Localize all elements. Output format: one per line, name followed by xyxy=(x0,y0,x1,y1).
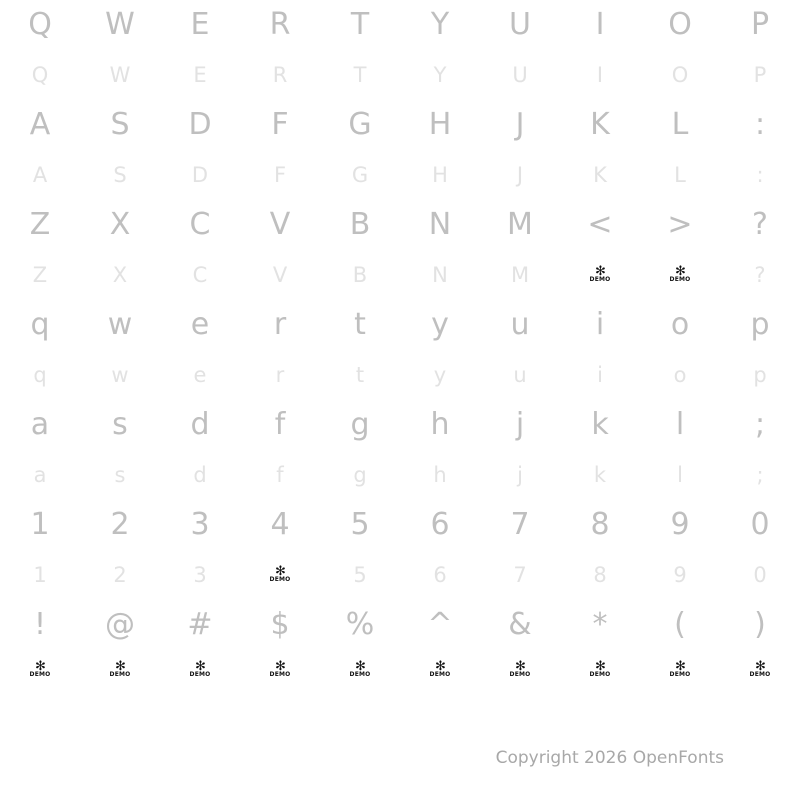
glyph-cell-demo xyxy=(160,640,240,700)
glyph: Y xyxy=(433,62,447,87)
demo-stamp-icon xyxy=(109,659,131,678)
glyph: 3 xyxy=(193,562,207,587)
demo-stamp-icon xyxy=(749,659,771,678)
glyph-cell xyxy=(320,400,400,450)
glyph-cell xyxy=(560,100,640,150)
glyph: N xyxy=(428,207,452,242)
glyph-cell xyxy=(0,550,80,600)
glyph-cell xyxy=(720,300,800,350)
glyph-cell xyxy=(560,50,640,100)
glyph-cell xyxy=(560,0,640,50)
glyph: e xyxy=(193,362,207,387)
demo-label: DEMO xyxy=(429,671,451,678)
demo-stamp-icon xyxy=(269,659,291,678)
glyph: : xyxy=(754,107,766,142)
glyph-cell xyxy=(400,500,480,550)
glyph: 7 xyxy=(513,562,527,587)
glyph-cell xyxy=(640,350,720,400)
glyph-cell-demo xyxy=(240,640,320,700)
glyph: h xyxy=(433,462,447,487)
glyph: J xyxy=(516,162,524,187)
glyph: W xyxy=(109,62,131,87)
glyph: Q xyxy=(31,62,49,87)
glyph: Z xyxy=(32,262,48,287)
glyph-cell-demo xyxy=(0,640,80,700)
glyph-cell xyxy=(0,0,80,50)
glyph-cell xyxy=(560,500,640,550)
glyph-cell xyxy=(80,300,160,350)
demo-burst-icon: ✻ xyxy=(115,659,125,674)
glyph: L xyxy=(674,162,686,187)
glyph: R xyxy=(269,7,291,42)
glyph: ? xyxy=(752,207,768,242)
glyph-cell xyxy=(720,400,800,450)
glyph: P xyxy=(750,7,770,42)
glyph-cell xyxy=(720,550,800,600)
glyph-cell xyxy=(240,500,320,550)
glyph-cell xyxy=(320,200,400,250)
glyph: l xyxy=(675,407,685,442)
glyph: K xyxy=(593,162,607,187)
demo-label: DEMO xyxy=(269,671,291,678)
glyph-cell xyxy=(160,100,240,150)
glyph: Y xyxy=(430,7,450,42)
glyph-cell xyxy=(480,200,560,250)
glyph-cell xyxy=(560,550,640,600)
glyph: 9 xyxy=(673,562,687,587)
glyph-cell xyxy=(160,250,240,300)
glyph-cell xyxy=(320,100,400,150)
glyph-cell xyxy=(320,300,400,350)
glyph-cell xyxy=(480,150,560,200)
glyph-cell xyxy=(720,100,800,150)
glyph: p xyxy=(753,362,767,387)
glyph-cell xyxy=(400,150,480,200)
glyph: u xyxy=(510,307,530,342)
glyph: i xyxy=(597,362,603,387)
demo-label: DEMO xyxy=(749,671,771,678)
demo-label: DEMO xyxy=(349,671,371,678)
glyph: r xyxy=(273,307,287,342)
demo-burst-icon: ✻ xyxy=(675,264,685,279)
glyph-cell xyxy=(160,50,240,100)
demo-label: DEMO xyxy=(509,671,531,678)
glyph-cell xyxy=(560,150,640,200)
glyph: & xyxy=(508,607,532,642)
glyph-cell xyxy=(560,300,640,350)
glyph-cell xyxy=(720,500,800,550)
demo-burst-icon: ✻ xyxy=(275,564,285,579)
glyph-cell xyxy=(400,300,480,350)
glyph-cell-demo xyxy=(480,640,560,700)
glyph-cell xyxy=(160,200,240,250)
glyph: d xyxy=(190,407,210,442)
glyph: 0 xyxy=(750,507,770,542)
glyph-cell xyxy=(320,250,400,300)
demo-label: DEMO xyxy=(589,671,611,678)
glyph-cell xyxy=(80,100,160,150)
glyph: k xyxy=(591,407,609,442)
glyph: j xyxy=(517,462,523,487)
glyph: q xyxy=(33,362,47,387)
glyph-cell xyxy=(160,500,240,550)
glyph-cell xyxy=(400,100,480,150)
glyph-cell xyxy=(480,250,560,300)
glyph: R xyxy=(272,62,288,87)
glyph: E xyxy=(193,62,207,87)
glyph: 5 xyxy=(353,562,367,587)
glyph: B xyxy=(352,262,368,287)
glyph-cell xyxy=(0,50,80,100)
glyph-cell xyxy=(640,50,720,100)
glyph: 6 xyxy=(430,507,450,542)
glyph: * xyxy=(592,607,608,642)
demo-label: DEMO xyxy=(109,671,131,678)
glyph-cell xyxy=(320,50,400,100)
glyph-cell xyxy=(640,200,720,250)
glyph: N xyxy=(432,262,448,287)
glyph: e xyxy=(190,307,210,342)
glyph-cell xyxy=(640,400,720,450)
glyph: f xyxy=(274,407,286,442)
glyph: I xyxy=(596,62,604,87)
demo-stamp-icon xyxy=(269,564,291,583)
glyph-cell xyxy=(400,0,480,50)
glyph-cell-demo xyxy=(400,640,480,700)
glyph-cell xyxy=(640,500,720,550)
glyph: H xyxy=(432,162,448,187)
glyph-cell xyxy=(480,400,560,450)
glyph: 1 xyxy=(30,507,50,542)
glyph: $ xyxy=(270,607,290,642)
glyph: Z xyxy=(29,207,51,242)
glyph-cell xyxy=(720,200,800,250)
glyph: T xyxy=(350,7,370,42)
glyph: F xyxy=(271,107,289,142)
glyph: W xyxy=(105,7,135,42)
glyph: ? xyxy=(754,262,766,287)
glyph: A xyxy=(32,162,48,187)
glyph-cell xyxy=(480,450,560,500)
glyph-cell xyxy=(0,200,80,250)
glyph-cell xyxy=(480,300,560,350)
glyph: t xyxy=(354,307,366,342)
demo-burst-icon: ✻ xyxy=(595,264,605,279)
glyph: ^ xyxy=(427,607,453,642)
demo-stamp-icon xyxy=(429,659,451,678)
glyph-cell xyxy=(320,550,400,600)
glyph-cell xyxy=(240,50,320,100)
demo-label: DEMO xyxy=(669,276,691,283)
glyph-cell-demo xyxy=(640,640,720,700)
glyph-cell xyxy=(560,350,640,400)
glyph-cell xyxy=(720,250,800,300)
glyph-cell xyxy=(480,100,560,150)
glyph: 3 xyxy=(190,507,210,542)
demo-burst-icon: ✻ xyxy=(595,659,605,674)
glyph-cell xyxy=(160,300,240,350)
glyph-cell xyxy=(400,400,480,450)
glyph-cell xyxy=(160,400,240,450)
glyph-cell xyxy=(0,400,80,450)
glyph-cell xyxy=(720,0,800,50)
glyph: a xyxy=(30,407,50,442)
glyph-cell-demo xyxy=(560,250,640,300)
glyph-cell xyxy=(80,500,160,550)
glyph: P xyxy=(753,62,767,87)
glyph: ; xyxy=(756,462,764,487)
glyph: @ xyxy=(105,607,135,642)
glyph: d xyxy=(193,462,207,487)
glyph-cell xyxy=(0,100,80,150)
demo-burst-icon: ✻ xyxy=(435,659,445,674)
demo-burst-icon: ✻ xyxy=(755,659,765,674)
glyph-cell xyxy=(0,500,80,550)
glyph: D xyxy=(188,107,212,142)
glyph-cell xyxy=(320,350,400,400)
glyph: V xyxy=(272,262,288,287)
glyph: l xyxy=(677,462,683,487)
glyph: ( xyxy=(674,607,686,642)
demo-label: DEMO xyxy=(269,576,291,583)
glyph: o xyxy=(673,362,687,387)
glyph-cell xyxy=(480,50,560,100)
glyph: s xyxy=(112,407,128,442)
glyph-cell xyxy=(400,450,480,500)
glyph-cell xyxy=(320,150,400,200)
glyph: ) xyxy=(754,607,766,642)
glyph-cell xyxy=(80,350,160,400)
glyph-cell xyxy=(240,450,320,500)
glyph-cell xyxy=(0,250,80,300)
glyph: U xyxy=(512,62,528,87)
glyph: D xyxy=(191,162,209,187)
glyph: a xyxy=(33,462,47,487)
glyph: K xyxy=(590,107,610,142)
glyph-cell xyxy=(480,0,560,50)
glyph: C xyxy=(192,262,208,287)
glyph-cell-demo xyxy=(560,640,640,700)
glyph-cell xyxy=(160,0,240,50)
demo-burst-icon: ✻ xyxy=(675,659,685,674)
glyph-cell xyxy=(240,350,320,400)
glyph-cell xyxy=(240,250,320,300)
glyph: 7 xyxy=(510,507,530,542)
demo-label: DEMO xyxy=(189,671,211,678)
demo-label: DEMO xyxy=(669,671,691,678)
glyph-cell xyxy=(0,450,80,500)
glyph: i xyxy=(595,307,605,342)
glyph-cell-demo xyxy=(720,640,800,700)
glyph: M xyxy=(510,262,530,287)
glyph-cell xyxy=(80,450,160,500)
demo-stamp-icon xyxy=(189,659,211,678)
glyph-cell xyxy=(640,100,720,150)
glyph-cell xyxy=(160,350,240,400)
glyph: X xyxy=(109,207,131,242)
glyph-cell xyxy=(240,150,320,200)
copyright-notice: Copyright 2026 OpenFonts xyxy=(495,748,724,768)
demo-burst-icon: ✻ xyxy=(35,659,45,674)
glyph: V xyxy=(269,207,291,242)
glyph-cell xyxy=(0,300,80,350)
glyph: C xyxy=(189,207,211,242)
glyph: # xyxy=(187,607,213,642)
glyph: F xyxy=(273,162,287,187)
glyph-cell xyxy=(400,550,480,600)
glyph: J xyxy=(515,107,525,142)
glyph: : xyxy=(756,162,764,187)
glyph: 6 xyxy=(433,562,447,587)
glyph-cell xyxy=(720,350,800,400)
glyph-cell xyxy=(400,250,480,300)
glyph: g xyxy=(353,462,367,487)
glyph: 8 xyxy=(590,507,610,542)
glyph-cell xyxy=(560,450,640,500)
demo-burst-icon: ✻ xyxy=(355,659,365,674)
glyph: % xyxy=(345,607,375,642)
glyph: Q xyxy=(28,7,52,42)
demo-stamp-icon xyxy=(29,659,51,678)
glyph: A xyxy=(29,107,51,142)
glyph: M xyxy=(507,207,533,242)
demo-burst-icon: ✻ xyxy=(515,659,525,674)
glyph-cell xyxy=(560,200,640,250)
glyph: 4 xyxy=(270,507,290,542)
glyph-cell xyxy=(640,450,720,500)
glyph-cell xyxy=(400,200,480,250)
glyph: u xyxy=(513,362,527,387)
glyph: q xyxy=(30,307,50,342)
glyph: H xyxy=(428,107,452,142)
glyph: 0 xyxy=(753,562,767,587)
glyph: ; xyxy=(754,407,766,442)
glyph-cell-demo xyxy=(240,550,320,600)
glyph: w xyxy=(111,362,129,387)
glyph-cell xyxy=(240,0,320,50)
glyph-cell xyxy=(240,100,320,150)
glyph-cell xyxy=(640,150,720,200)
glyph-cell xyxy=(160,550,240,600)
glyph: ! xyxy=(33,607,47,642)
glyph-cell xyxy=(320,450,400,500)
glyph-cell xyxy=(560,400,640,450)
glyph-cell xyxy=(0,350,80,400)
glyph: h xyxy=(430,407,450,442)
demo-stamp-icon xyxy=(349,659,371,678)
glyph-cell xyxy=(240,300,320,350)
glyph: L xyxy=(671,107,689,142)
glyph: r xyxy=(275,362,285,387)
glyph: S xyxy=(113,162,127,187)
glyph-cell xyxy=(80,50,160,100)
glyph-cell xyxy=(400,50,480,100)
glyph: 9 xyxy=(670,507,690,542)
glyph-cell xyxy=(400,350,480,400)
glyph-cell xyxy=(0,150,80,200)
glyph: g xyxy=(350,407,370,442)
glyph: O xyxy=(668,7,692,42)
glyph: S xyxy=(110,107,130,142)
glyph-cell-demo xyxy=(640,250,720,300)
glyph-cell-demo xyxy=(80,640,160,700)
glyph: 1 xyxy=(33,562,47,587)
glyph-cell xyxy=(320,0,400,50)
demo-label: DEMO xyxy=(589,276,611,283)
glyph-cell xyxy=(80,0,160,50)
glyph-cell xyxy=(240,200,320,250)
glyph: y xyxy=(433,362,447,387)
glyph-cell xyxy=(240,400,320,450)
demo-stamp-icon xyxy=(589,659,611,678)
demo-burst-icon: ✻ xyxy=(195,659,205,674)
glyph-cell xyxy=(480,350,560,400)
glyph: k xyxy=(593,462,607,487)
glyph-cell xyxy=(480,550,560,600)
glyph: t xyxy=(355,362,365,387)
glyph: 2 xyxy=(110,507,130,542)
glyph-cell xyxy=(720,50,800,100)
glyph: G xyxy=(351,162,369,187)
demo-stamp-icon xyxy=(509,659,531,678)
glyph: E xyxy=(190,7,210,42)
glyph-cell xyxy=(320,500,400,550)
glyph: G xyxy=(348,107,372,142)
glyph-cell xyxy=(160,150,240,200)
glyph: B xyxy=(349,207,371,242)
glyph-cell xyxy=(80,150,160,200)
glyph-cell xyxy=(160,450,240,500)
demo-stamp-icon xyxy=(669,264,691,283)
glyph-cell xyxy=(640,550,720,600)
glyph-cell-demo xyxy=(320,640,400,700)
glyph-cell xyxy=(640,300,720,350)
demo-stamp-icon xyxy=(669,659,691,678)
demo-burst-icon: ✻ xyxy=(275,659,285,674)
glyph: j xyxy=(515,407,525,442)
glyph-cell xyxy=(720,150,800,200)
glyph: U xyxy=(509,7,531,42)
glyph-cell xyxy=(80,200,160,250)
demo-label: DEMO xyxy=(29,671,51,678)
glyph: 2 xyxy=(113,562,127,587)
glyph: o xyxy=(670,307,690,342)
glyph: > xyxy=(667,207,693,242)
glyph-cell xyxy=(480,500,560,550)
glyph: p xyxy=(750,307,770,342)
glyph: 8 xyxy=(593,562,607,587)
glyph: y xyxy=(431,307,449,342)
glyph-cell xyxy=(80,550,160,600)
glyph: I xyxy=(595,7,605,42)
glyph: O xyxy=(671,62,689,87)
glyph: < xyxy=(587,207,613,242)
glyph-cell xyxy=(720,450,800,500)
glyph: w xyxy=(107,307,133,342)
glyph: X xyxy=(112,262,128,287)
glyph: s xyxy=(114,462,126,487)
glyph: 5 xyxy=(350,507,370,542)
glyph-cell xyxy=(640,0,720,50)
demo-stamp-row xyxy=(0,640,800,700)
glyph-cell xyxy=(80,400,160,450)
glyph: f xyxy=(276,462,284,487)
glyph: T xyxy=(353,62,367,87)
glyph-cell xyxy=(80,250,160,300)
demo-stamp-icon xyxy=(589,264,611,283)
